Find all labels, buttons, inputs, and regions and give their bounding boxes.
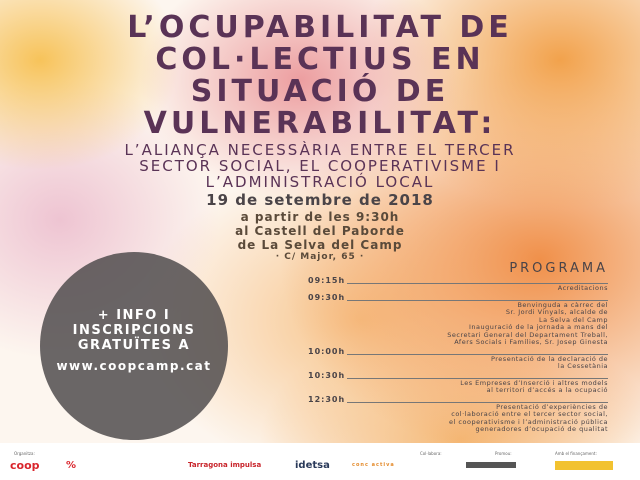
- event-date: 19 de setembre de 2018: [206, 191, 434, 209]
- programa-list: [308, 276, 608, 434]
- title-line: COL·LECTIUS EN: [155, 42, 485, 77]
- subtitle-line: L’ALIANÇA NECESSÀRIA ENTRE EL TERCER: [124, 141, 516, 159]
- subtitle-line: L’ADMINISTRACIÓ LOCAL: [205, 173, 435, 191]
- sponsors-footer: [0, 443, 640, 480]
- programa-time: 10:30h: [308, 370, 346, 380]
- info-text: INSCRIPCIONS: [72, 323, 196, 338]
- programa-heading: PROGRAMA: [509, 261, 608, 276]
- generalitat-logo: [466, 462, 516, 468]
- programa-desc: Presentació de la declaració de la Cessetània: [490, 354, 608, 370]
- title-line: SITUACIÓ DE: [190, 74, 450, 109]
- programa-desc: Benvinguda a càrrec del Sr. Jordi Vinyals, alcalde de La Selva del Camp Inauguració de la jornada a mans del Secretari General del Departament Treball, Afers Socials i Famílies, Sr. Josep Ginesta: [447, 300, 608, 346]
- info-url-link[interactable]: www.coopcamp.cat: [56, 359, 212, 373]
- event-details: [0, 210, 640, 263]
- programa-time: 12:30h: [308, 394, 346, 404]
- event-time: a partir de les 9:30h: [240, 210, 400, 224]
- spain-government-logo: [555, 461, 613, 470]
- poster-subtitle: [0, 142, 640, 190]
- programa-item: [308, 293, 608, 347]
- event-address: · C/ Major, 65 ·: [275, 252, 365, 262]
- idetsa-logo: idetsa: [295, 460, 330, 471]
- programa-desc: Les Empreses d’Inserció i altres models al territori d’accés a la ocupació: [460, 378, 608, 394]
- info-circle: [40, 252, 228, 440]
- subtitle-line: SECTOR SOCIAL, EL COOPERATIVISME I: [139, 157, 501, 175]
- coop-logo: coop: [10, 459, 40, 472]
- organitza-label: Organitza:: [14, 451, 35, 456]
- programa-section: [308, 262, 608, 434]
- info-text: GRATUÏTES A: [77, 338, 191, 353]
- programa-item: [308, 395, 608, 434]
- percent-logo: %: [66, 460, 77, 471]
- programa-time: 10:00h: [308, 346, 346, 356]
- programa-desc: Acreditacions: [557, 284, 608, 292]
- tarragona-impulsa-logo: Tarragona impulsa: [188, 461, 262, 469]
- info-text: + INFO I: [97, 308, 171, 323]
- financament-label: Amb el finançament:: [555, 451, 597, 456]
- event-place: al Castell del Paborde: [235, 224, 405, 238]
- promou-label: Promou:: [495, 451, 512, 456]
- programa-desc: Presentació d’experiències de col·laboració entre el tercer sector social, el cooperativisme i l’administració pública generadores d’ocupació de qualitat: [449, 402, 608, 433]
- programa-item: [308, 347, 608, 371]
- col-labora-label: Col·labora:: [420, 451, 442, 456]
- programa-item: [308, 371, 608, 395]
- programa-time: 09:30h: [308, 292, 346, 302]
- event-town: de La Selva del Camp: [237, 238, 403, 252]
- poster-title: [0, 12, 640, 140]
- programa-item: [308, 276, 608, 293]
- title-line: L’OCUPABILITAT DE: [127, 10, 513, 45]
- concactiva-logo: conc activa: [352, 462, 395, 468]
- title-line: VULNERABILITAT:: [143, 106, 497, 141]
- programa-time: 09:15h: [308, 276, 346, 285]
